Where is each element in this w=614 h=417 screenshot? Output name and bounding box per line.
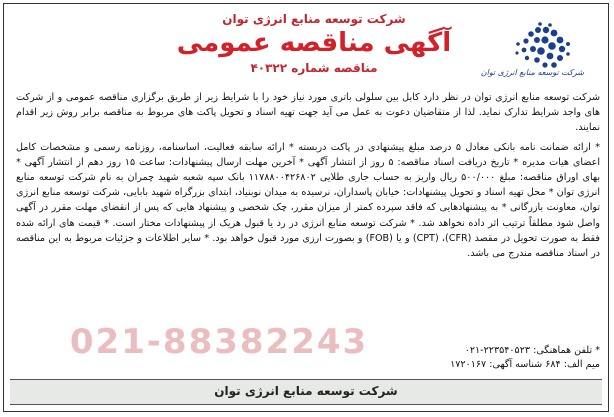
ad-id-line: میم الف: ۶۸۴ شناسه آگهی: ۱۷۲۰۱۶۷ xyxy=(450,359,600,370)
logo-caption: شرکت توسعه منابع انرژی توان xyxy=(480,68,584,77)
tender-number: مناقصه شماره ۴۰۳۲۲ xyxy=(250,61,378,75)
header xyxy=(4,4,608,88)
contact-info xyxy=(16,344,600,372)
phone-watermark: 021-88382243 xyxy=(69,322,369,362)
company-name-top: شرکت توسعه منابع انرژی توان xyxy=(222,12,406,26)
advertisement-frame xyxy=(3,3,609,412)
details-paragraph: * ارائه ضمانت نامه بانکی معادل ۵ درصد مبلغ پیشنهادی در پاکت دربسته * ارائه سابقه فعالیت، اساسنامه، روزنامه رسمی و مشخصات کامل اعضای هیات مدیره * تاریخ دریافت اسناد مناقصه: ۵ روز از انتشار آگهی * آخرین مهلت ارسال پیشنهادات: ساعت ۱۵ روز دهم از انتشار آگهی * بهای اوراق مناقصه: مبلغ ۵۰۰/۰۰۰ ریال واریز به حساب جاری طلایی ۱۱۷۸۸۰۰۴۲۶۸۰۲ بانک سپه شعبه شهید چمران به نام شرکت توسعه منابع انرژی توان * محل تهیه اسناد و تحویل پیشنهادات: خیابان پاسداران، نرسیده به میدان نوبنیاد، ابتدای بزرگراه شهید بابایی، شرکت توسعه منابع انرژی توان، معاونت بازرگانی * به پیشنهادهایی که فاقد سپرده کمتر از میزان مقرر، چک شخصی و پیشنهاد هایی که پس از انقضای مهلت مقرر در آگهی واصل شود مطلقاً ترتیب اثر داده نخواهد شد. * شرکت توسعه منابع انرژی در رد یا قبول هریک از پیشنهادات مختار است. * قیمت های ارائه شده فقط به صورت تحویل در مقصد (CFR)، (CPT) و یا (FOB) و بصورت ارزی مورد قبول خواهد بود. * سایر اطلاعات و جزئیات مربوط به این مناقصه در اسناد مناقصه مندرج می باشد. xyxy=(16,141,601,260)
announcement-body xyxy=(16,90,600,261)
footer-company-bar: شرکت توسعه منابع انرژی توان xyxy=(10,379,602,405)
intro-paragraph: شرکت توسعه منابع انرژی توان در نظر دارد کابل بین سلولی باتری مورد نیاز خود را با شرایط زیر از طریق برگزاری مناقصه عمومی و از شرکت های واجد شرایط تدارک نماید. لذا از متقاضیان دعوت به عمل می آید جهت تهیه اسناد و تحویل پاکت های مربوط به مناقصه برابر روش زیر اقدام نمایند. xyxy=(16,92,600,134)
page-title: آگهی مناقصه عمومی xyxy=(176,28,452,58)
phone-line: * تلفن هماهنگی: ۲۲۳۵۴۰۵۲۳-۰۲۱ xyxy=(464,345,600,356)
